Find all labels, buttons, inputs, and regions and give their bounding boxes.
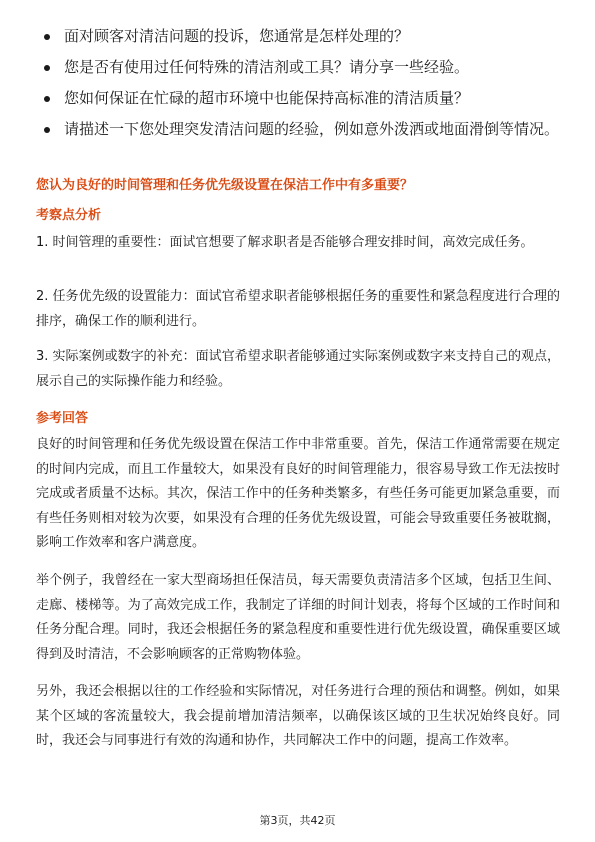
answer-paragraph: 良好的时间管理和任务优先级设置在保洁工作中非常重要。首先，保洁工作通常需要在规定的时间内完成，而且工作量较大，如果没有良好的时间管理能力，很容易导致工作无法按时完成或者质量不达标。其次，保洁工作中的任务种类繁多，有些任务可能更加紧急重要，而有些任务则相对较为次要，如果没有合理的任务优先级设置，可能会导致重要任务被耽搁，影响工作效率和客户满意度。 xyxy=(36,437,560,550)
analysis-heading: 考察点分析 xyxy=(36,208,102,223)
bullet-item xyxy=(40,117,560,142)
page-number: 第3页，共42页 xyxy=(259,814,336,827)
answer-paragraph: 举个例子，我曾经在一家大型商场担任保洁员，每天需要负责清洁多个区域，包括卫生间、走廊、楼梯等。为了高效完成工作，我制定了详细的时间计划表，将每个区域的工作时间和任务分配合理。同时，我还会根据任务的紧急程度和重要性进行优先级设置，确保重要区域得到及时清洁，不会影响顾客的正常购物体验。 xyxy=(36,573,560,662)
analysis-point: 3. 实际案例或数字的补充：面试官希望求职者能够通过实际案例或数字来支持自己的观点，展示自己的实际操作能力和经验。 xyxy=(36,349,560,389)
bullet-text: 您如何保证在忙碌的超市环境中也能保持高标准的清洁质量？ xyxy=(64,89,470,107)
answer-heading: 参考回答 xyxy=(36,411,89,426)
bullet-item xyxy=(40,55,560,80)
bullet-dot-icon xyxy=(44,65,50,71)
question-heading: 您认为良好的时间管理和任务优先级设置在保洁工作中有多重要？ xyxy=(36,178,414,193)
bullet-item xyxy=(40,24,560,49)
bullet-dot-icon xyxy=(44,96,50,102)
bullet-dot-icon xyxy=(44,34,50,40)
analysis-point: 2. 任务优先级的设置能力：面试官希望求职者能够根据任务的重要性和紧急程度进行合理的排序，确保工作的顺利进行。 xyxy=(36,289,560,329)
bullet-text: 面对顾客对清洁问题的投诉，您通常是怎样处理的？ xyxy=(64,27,410,45)
analysis-point: 1. 时间管理的重要性：面试官想要了解求职者是否能够合理安排时间，高效完成任务。 xyxy=(36,235,534,250)
question-bullet-list xyxy=(40,24,560,148)
bullet-text: 请描述一下您处理突发清洁问题的经验，例如意外泼洒或地面滑倒等情况。 xyxy=(64,120,560,138)
bullet-dot-icon xyxy=(44,127,50,133)
answer-paragraph: 另外，我还会根据以往的工作经验和实际情况，对任务进行合理的预估和调整。例如，如果某个区域的客流量较大，我会提前增加清洁频率，以确保该区域的卫生状况始终良好。同时，我还会与同事进行有效的沟通和协作，共同解决工作中的问题，提高工作效率。 xyxy=(36,684,560,748)
bullet-text: 您是否有使用过任何特殊的清洁剂或工具？请分享一些经验。 xyxy=(64,58,470,76)
bullet-item xyxy=(40,86,560,111)
